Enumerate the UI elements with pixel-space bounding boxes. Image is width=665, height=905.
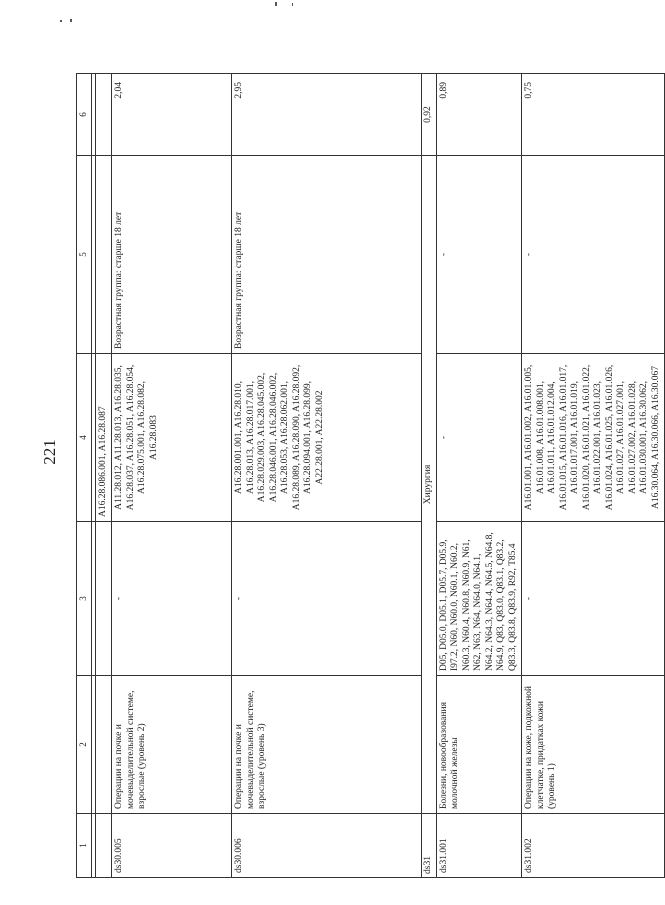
- table-row: [522, 74, 665, 878]
- cell-diagnoses: D05, D05.0, D05.1, D05.7, D05.9, I97.2, N60, N60.0, N60.1, N60.2, N60.3, N60.4, N60.8, N60.9, N61, N62, N63, N64, N64.0, N64.1, N64.2, N64.3, N64.4, N64.5, N64.8, N64.9, Q83, Q83.0, Q83.1, Q83.2, Q83.3, Q83.8, Q83.9, R92, T85.4: [436, 522, 522, 676]
- col-header-5: 5: [77, 156, 92, 354]
- table-frame: [76, 74, 661, 878]
- cell-name: Болезни, новообразования молочной железы: [436, 676, 522, 814]
- cell-name: [95, 676, 112, 814]
- cell-diagnoses: -: [112, 522, 232, 676]
- section-title: Хирургия: [422, 156, 437, 814]
- cell-coefficient: 0,89: [436, 74, 522, 156]
- cell-code: [95, 814, 112, 878]
- header-row: [77, 74, 92, 878]
- tariff-table: [76, 73, 665, 878]
- cell-name: Операции на коже, подкожной клетчатке, придатках кожи (уровень 1): [522, 676, 665, 814]
- cell-name: Операции на почке и мочевыделительной системе, взрослые (уровень 2): [112, 676, 232, 814]
- page-number: 221: [40, 439, 59, 465]
- col-header-6: 6: [77, 74, 92, 156]
- table-row: [436, 74, 522, 878]
- rotated-content: [76, 74, 661, 878]
- cell-criteria: -: [436, 156, 522, 354]
- section-coefficient: 0,92: [422, 74, 437, 156]
- cell-coefficient: [95, 74, 112, 156]
- table-row: [112, 74, 232, 878]
- cell-criteria: Возрастная группа: старше 18 лет: [232, 156, 422, 354]
- cell-coefficient: 2,95: [232, 74, 422, 156]
- col-header-3: 3: [77, 522, 92, 676]
- section-code: ds31: [422, 814, 437, 878]
- cell-services: A16.28.086.001, A16.28.087: [95, 354, 112, 522]
- cell-criteria: [95, 156, 112, 354]
- cell-code: ds30.005: [112, 814, 232, 878]
- cell-services: A16.01.001, A16.01.002, A16.01.005, A16.01.008, A16.01.008.001, A16.01.011, A16.01.012.004, A16.01.015, A16.01.016, A16.01.017, A16.01.017.001, A16.01.019, A16.01.020, A16.01.021, A16.01.022, A16.01.022.001, A16.01.023, A16.01.024, A16.01.025, A16.01.026, A16.01.027, A16.01.027.001, A16.01.027.002, A16.01.028, A16.01.030.001, A16.30.062, A16.30.064, A16.30.066, A16.30.067: [522, 354, 665, 522]
- cell-diagnoses: -: [232, 522, 422, 676]
- table-row: [95, 74, 112, 878]
- cell-coefficient: 0,75: [522, 74, 665, 156]
- cell-code: ds31.001: [436, 814, 522, 878]
- scan-marks: [0, 0, 640, 30]
- cell-services: A11.28.012, A11.28.013, A16.28.035, A16.28.037, A16.28.051, A16.28.054, A16.28.075.001, A16.28.082, A16.28.083: [112, 354, 232, 522]
- table-row: [232, 74, 422, 878]
- cell-criteria: -: [522, 156, 665, 354]
- section-row: [422, 74, 437, 878]
- cell-criteria: Возрастная группа: старше 18 лет: [112, 156, 232, 354]
- cell-diagnoses: -: [522, 522, 665, 676]
- cell-code: ds31.002: [522, 814, 665, 878]
- col-header-4: 4: [77, 354, 92, 522]
- cell-coefficient: 2,04: [112, 74, 232, 156]
- cell-code: ds30.006: [232, 814, 422, 878]
- col-header-1: 1: [77, 814, 92, 878]
- cell-services: A16.28.001.001, A16.28.010, A16.28.013, A16.28.017.001, A16.28.029.003, A16.28.045.002, A16.28.046.001, A16.28.046.002, A16.28.053, A16.28.062.001, A16.28.089, A16.28.090, A16.28.092, A16.28.094.001, A16.28.099, A22.28.001, A22.28.002: [232, 354, 422, 522]
- cell-services: -: [436, 354, 522, 522]
- cell-diagnoses: [95, 522, 112, 676]
- col-header-2: 2: [77, 676, 92, 814]
- cell-name: Операции на почке и мочевыделительной системе, взрослые (уровень 3): [232, 676, 422, 814]
